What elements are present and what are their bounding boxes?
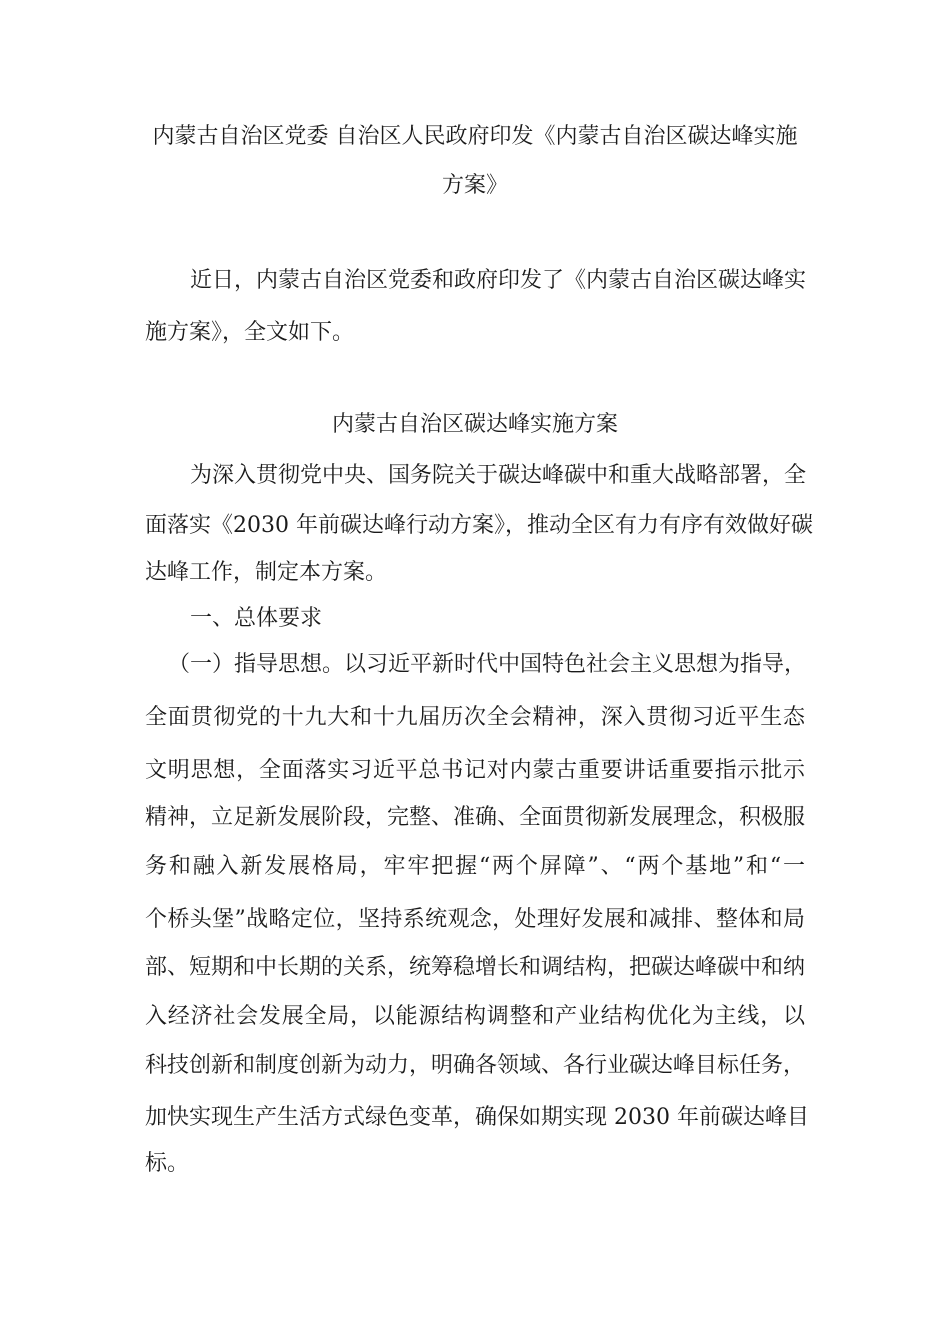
guiding-line-9: 科技创新和制度创新为动力，明确各领域、各行业碳达峰目标任务， (145, 1053, 806, 1078)
guiding-line-2: 全面贯彻党的十九大和十九届历次全会精神，深入贯彻习近平生态 (145, 705, 805, 730)
document-title-line-1: 内蒙古自治区党委 自治区人民政府印发《内蒙古自治区碳达峰实施 (152, 124, 798, 149)
guiding-line-10: 加快实现生产生活方式绿色变革，确保如期实现 2030 年前碳达峰目 (145, 1105, 809, 1130)
guiding-line-11: 标。 (145, 1151, 190, 1176)
guiding-line-5: 务和融入新发展格局，牢牢把握“两个屏障”、“两个基地”和“一 (145, 854, 805, 879)
intro-line-1: 近日，内蒙古自治区党委和政府印发了《内蒙古自治区碳达峰实 (190, 268, 807, 293)
guiding-line-4: 精神，立足新发展阶段，完整、准确、全面贯彻新发展理念，积极服 (145, 805, 806, 830)
purpose-line-2: 面落实《2030 年前碳达峰行动方案》，推动全区有力有序有效做好碳 (145, 513, 813, 538)
document-title-line-2: 方案》 (441, 173, 508, 198)
guiding-line-6: 个桥头堡”战略定位，坚持系统观念，处理好发展和减排、整体和局 (145, 907, 805, 932)
intro-line-2: 施方案》，全文如下。 (145, 320, 355, 345)
purpose-line-3: 达峰工作，制定本方案。 (145, 560, 388, 585)
guiding-line-7: 部、短期和中长期的关系，统筹稳增长和调结构，把碳达峰碳中和纳 (145, 955, 806, 980)
guiding-line-3: 文明思想，全面落实习近平总书记对内蒙古重要讲话重要指示批示 (145, 758, 805, 783)
guiding-line-8: 入经济社会发展全局，以能源结构调整和产业结构优化为主线，以 (145, 1004, 805, 1029)
guiding-line-1: （一）指导思想。以习近平新时代中国特色社会主义思想为指导， (168, 652, 807, 677)
heading-general-requirements: 一、总体要求 (190, 606, 323, 631)
section-title: 内蒙古自治区碳达峰实施方案 (331, 412, 618, 437)
purpose-line-1: 为深入贯彻党中央、国务院关于碳达峰碳中和重大战略部署，全 (190, 463, 807, 488)
